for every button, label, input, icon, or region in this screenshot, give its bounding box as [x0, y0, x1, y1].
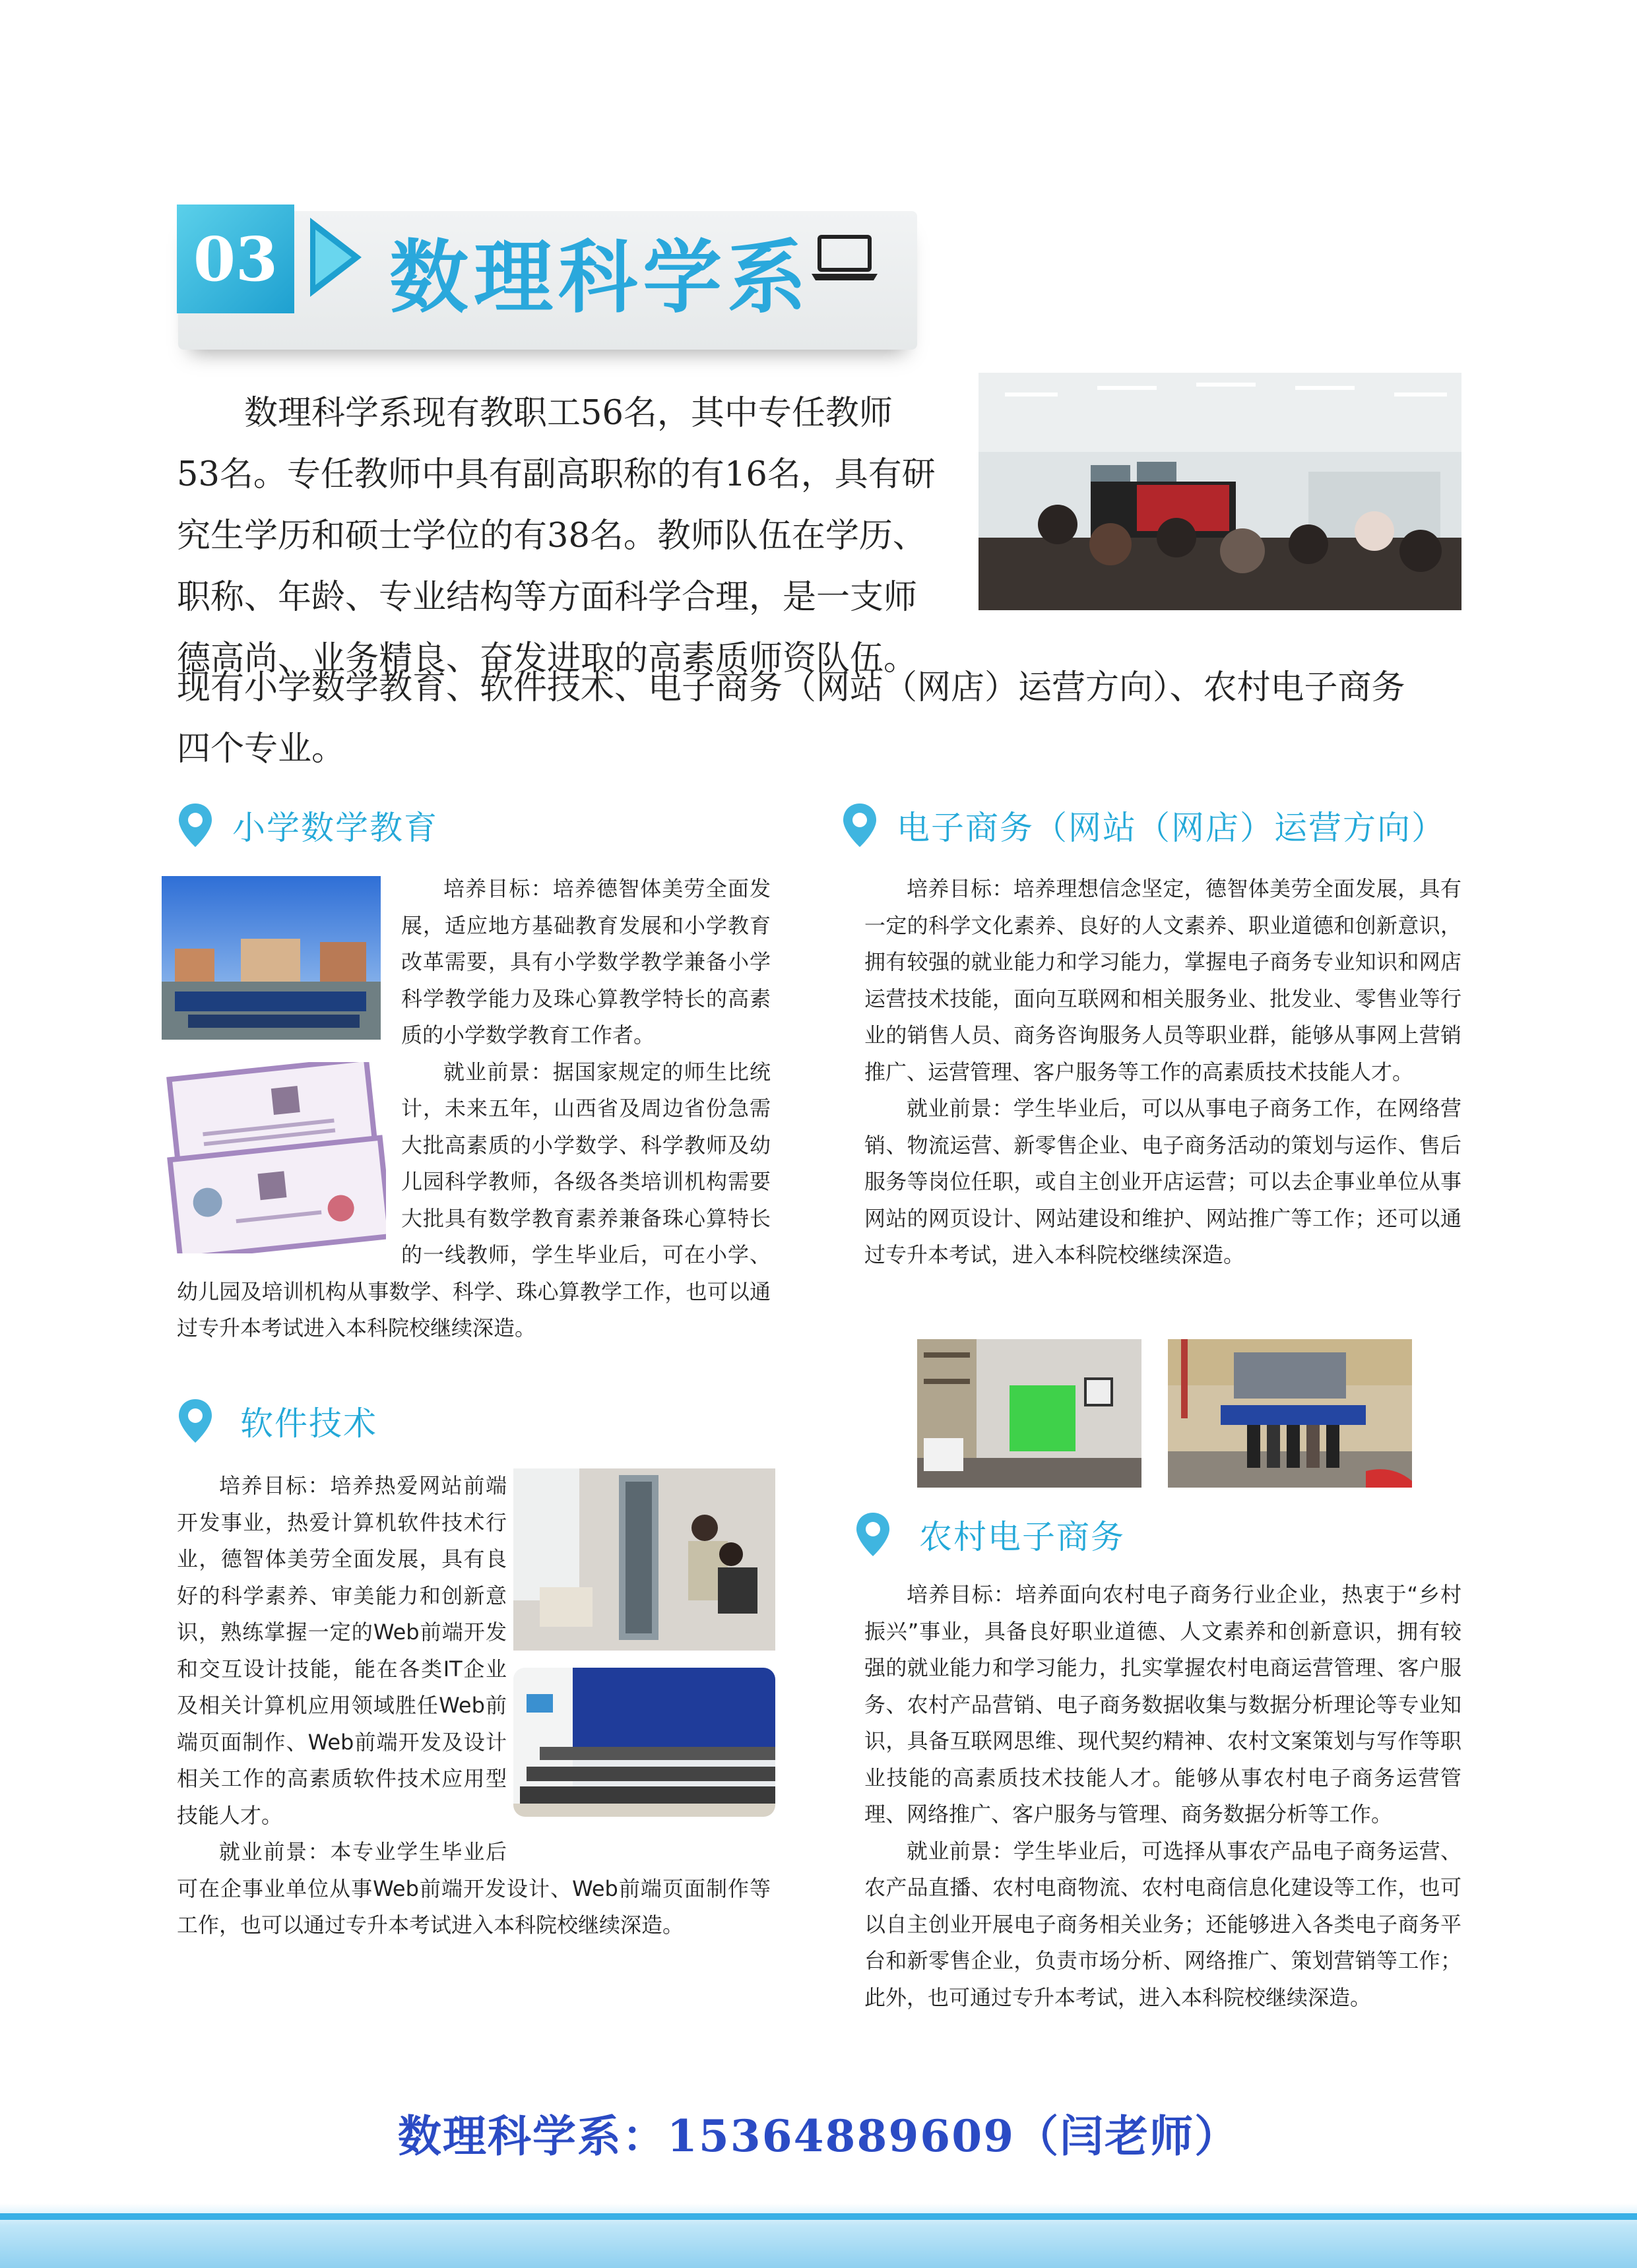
play-arrow-inner: [315, 230, 352, 285]
training-goal: 培养目标：培养理想信念坚定，德智体美劳全面发展，具有一定的科学文化素养、良好的人文素养、职业道德和创新意识，拥有较强的就业能力和学习能力，掌握电子商务专业知识和网店运营技术技能，面向互联网和相关服务业、批发业、零售业等行业的销售人员、商务咨询服务人员等职业群，能够从事网上营销推广、运营管理、客户服务等工作的高素质技术技能人才。: [864, 876, 1461, 1085]
contact-info: 数理科学系：15364889609（闫老师）: [397, 2110, 1240, 2162]
majors-paragraph: [177, 657, 1463, 780]
classroom-photo: [979, 373, 1461, 610]
training-goal: 培养目标：培养德智体美劳全面发展，适应地方基础教育发展和小学教育改革需要，具有小学数学教学兼备小学科学教学能力及珠心算教学特长的高素质的小学数学教育工作者。: [401, 876, 771, 1048]
location-pin-icon: [841, 802, 878, 848]
location-pin-icon: [177, 802, 214, 848]
intro-line: 职称、年龄、专业结构等方面科学合理，是一支师: [177, 578, 918, 617]
career-prospect: 就业前景：学生毕业后，可以从事电子商务工作，在网络营销、物流运营、新零售企业、电子商务活动的策划与运作、售后服务等岗位任职，或自主创业开店运营；可以去企事业单位从事网站的网页设计、网站建设和维护、网站推广等工作；还可以通过专升本考试，进入本科院校继续深造。: [864, 1096, 1461, 1267]
intro-line: 53名。专任教师中具有副高职称的有16名，具有研: [177, 455, 936, 494]
career-prospect: 就业前景：学生毕业后，可选择从事农产品电子商务运营、农产品直播、农村电商物流、农村电商信息化建设等工作，也可以自主创业开展电子商务相关业务；还能够进入各类电子商务平台和新零售企业，负责市场分析、网络推广、策划营销等工作；此外，也可通过专升本考试，进入本科院校继续深造。: [864, 1838, 1461, 2010]
training-goal: 培养目标：培养面向农村电子商务行业企业，热衷于“乡村振兴”事业，具备良好职业道德、人文素养和创新意识，拥有较强的就业能力和学习能力，扎实掌握农村电商运营管理、客户服务、农村产品营销、电子商务数据收集与数据分析理论等专业知识，具备互联网思维、现代契约精神、农村文案策划与写作等职业技能的高素质技术技能人才。能够从事农村电子商务运营管理、网络推广、客户服务与管理、商务数据分析等工作。: [864, 1582, 1461, 1827]
competition-team-photo: [1168, 1339, 1412, 1488]
section-heading-primary-math: [177, 802, 438, 849]
primary-math-text: [177, 871, 771, 1347]
training-goal: 培养目标：培养热爱网站前端开发事业，热爱计算机软件技术行业，德智体美劳全面发展，具有良好的科学素养、审美能力和创新意识，熟练掌握一定的Web前端开发和交互设计技能，能在各类IT企业及相关计算机应用领域胜任Web前端页面制作、Web前端开发及设计相关工作的高素质软件技术应用型技能人才。: [177, 1473, 507, 1828]
section-heading-software: [177, 1397, 377, 1445]
section-title: 农村电子商务: [919, 1518, 1125, 1556]
intro-line: 究生学历和硕士学位的有38名。教师队伍在学历、: [177, 517, 926, 555]
location-pin-icon: [177, 1398, 214, 1444]
intro-line: 数理科学系现有教职工56名，其中专任教师: [244, 394, 893, 433]
page-title: 数理科学系: [389, 232, 812, 324]
section-title: 小学数学教育: [232, 809, 438, 847]
intro-paragraph: [177, 383, 942, 689]
rural-ecommerce-text: [864, 1577, 1461, 2016]
location-pin-icon: [854, 1511, 891, 1558]
section-heading-ecommerce: [841, 802, 1446, 849]
section-heading-rural-ecommerce: [854, 1511, 1125, 1558]
section-title: 电子商务（网站（网店）运营方向）: [897, 809, 1446, 847]
career-prospect: 就业前景：本专业学生毕业后可在企事业单位从事Web前端开发设计、Web前端页面制作等工作，也可以通过专升本考试进入本科院校继续深造。: [177, 1839, 771, 1937]
ecommerce-text: [864, 871, 1461, 1274]
image-float-spacer: [177, 871, 401, 1257]
software-text: [177, 1468, 771, 1944]
intro-line: 德高尚、业务精良、奋发进取的高素质师资队伍。: [177, 639, 918, 678]
section-number-badge: 03: [177, 205, 294, 313]
image-float-spacer: [507, 1468, 771, 1835]
section-title: 软件技术: [240, 1404, 377, 1443]
majors-line: 四个专业。: [177, 730, 346, 769]
footer-line: [0, 2213, 1637, 2220]
majors-line: 现有小学数学教育、软件技术、电子商务（网站（网店）运营方向）、农村电子商务: [177, 668, 1405, 707]
laptop-icon: [810, 234, 879, 282]
studio-photo: [917, 1339, 1141, 1488]
career-prospect: 就业前景：据国家规定的师生比统计，未来五年，山西省及周边省份急需大批高素质的小学数学、科学教师及幼儿园科学教师，各级各类培训机构需要大批具有数学教育素养兼备珠心算特长的一线教师，学生毕业后，可在小学、幼儿园及培训机构从事数学、科学、珠心算教学工作，也可以通过专升本考试进入本科院校继续深造。: [177, 1059, 771, 1340]
